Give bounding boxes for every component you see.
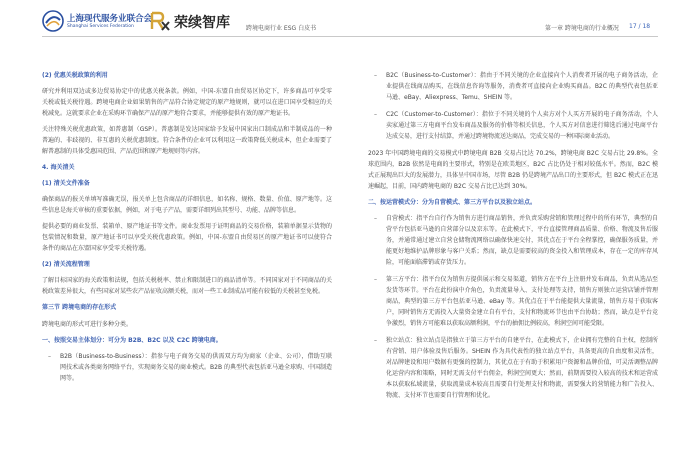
chapter-title: 第一章 跨境电商的行业概况 <box>545 25 619 32</box>
list-item-text: 自营模式：指平台自行作为销售方进行商品销售，并负责采购营销和管理过程中的所有环节，典型的自营平台包括亚马逊的自营部分以及京东等。在此模式下，平台直接管理商品质量、价格、物流及售后服务，并通常通过建立自营仓储物流网络以确保快速交付，其优点在于平台全程掌控，确保服务质量，并能更好地维护品牌形象与客户关系；然而，缺点是需要较高的资金投入和管理成本，存在一定的库存风险，可能面临滞销或存货压力。 <box>386 215 658 266</box>
classification-heading-2: 二、按运营模式分：分为自营模式、第三方平台以及独立站点。 <box>368 199 537 206</box>
bullet-marker: – <box>374 276 377 283</box>
left-column <box>42 70 332 390</box>
right-column <box>368 70 658 407</box>
ssf-name: 上海现代服务业联合会 <box>67 14 153 24</box>
bullet-marker: – <box>374 337 377 344</box>
section-heading: 第三节 跨境电商的存在形式 <box>42 304 117 311</box>
document-title: 跨境电商行业 ESG 白皮书 <box>246 25 317 32</box>
paragraph: 关注特殊关税优惠政策，如普惠制（GSP）。普惠制是发达国家给予发展中国家出口制成品和半制成品的一种普遍的、非歧视的、非互惠的关税优惠制度。符合条件的企业可以利用这一政策降低关税成本，但企业需要了解普惠制的具体受惠国范围、产品范围和原产地规则等内容。 <box>42 126 332 155</box>
page-header <box>0 0 700 40</box>
heading-customs-clearance: 4. 海关清关 <box>42 164 75 171</box>
list-item-text: B2B（Business-to-Business）：指参与电子商务交易的供需双方均为商家（企业、公司），借助互联网技术或各类商务网络平台，实现商务交易的商业模式。B2B 的典型代表包括亚马逊全球购、中国制造网等。 <box>60 353 332 382</box>
bullet-marker: – <box>374 72 377 79</box>
paragraph: 研究并利用双边或多边贸易协定中的优惠关税条款。例如，中国-东盟自由贸易区协定下，许多商品可享受零关税或低关税待遇。跨境电商企业如果销售的产品符合协定规定的原产地规则，就可以在进口国享受相应的关税减免。这就要求企业在采购环节确保产品的原产地符合要求，并能够提供有效的原产地证书。 <box>42 88 332 117</box>
page-number: 17 / 18 <box>629 23 651 30</box>
header-divider <box>42 36 658 37</box>
paragraph: 跨境电商的形式可进行多种分类。 <box>42 321 133 328</box>
list-item-independent-site <box>368 335 658 401</box>
list-item-self-operated <box>368 213 658 268</box>
ssf-name-en: Shanghai Services Federation <box>67 24 134 29</box>
bullet-marker: – <box>48 353 51 360</box>
subheading-clearance-documents: (1) 清关文件准备 <box>42 180 90 187</box>
ssf-logo-icon <box>42 10 64 32</box>
rongxu-name: 荣续智库 <box>174 15 230 31</box>
ssf-logo <box>42 10 164 36</box>
paragraph: 2023 年中国跨境电商的交易模式中跨境电商 B2B 交易占比达 70.2%，跨境电商 B2C 交易占比 29.8%。全球范围内，B2B 依然是电商的主要形式，特别是在欧美地区，B2C 占比仍处于相对较低水平。然而，B2C 模式正展现出巨大的发展潜力，具体呈中国市场，尽管 B2B 仍是跨境产品出口的主要形式，但 B2C 模式正在迅速崛起，目前，国内跨境电商的 B2C 交易占比已达到 30%。 <box>368 150 658 190</box>
list-item-text: C2C（Customer-to-Customer）：指位于不同关境的个人卖方对个人买方开展的电子商务活动，个人卖家通过第三方电商平台发布商品及服务的价格等相关信息，个人买方对信息进行筛选后通过电商平台达成交易，进行支付结算，并通过跨境物流送达商品，完成交易的一种国际商业活动。 <box>386 111 658 140</box>
subheading-clearance-process: (2) 清关流程管理 <box>42 261 90 268</box>
paragraph: 了解目标国家的海关政策和法规，包括关税税率、禁止和限制进口的商品清单等。不同国家对于不同商品的关税政策差异很大，有些国家对某些农产品征收高额关税，而对一些工业制成品可能有较低的关税甚至免税。 <box>42 277 332 295</box>
list-item-text: B2C（Business-to-Customer）：指由于不同关境的企业直接向个人消费者开展的电子商务活动，企业提供在线商品购买，在线信息咨询等服务，消费者可直接向企业购买商品。B2C 的典型代表包括亚马逊、eBay、Aliexpress、Temu、SHEIN 等。 <box>386 72 658 101</box>
list-item-text: 第三方平台：指平台仅为销售方提供展示和交易渠道，销售方在平台上注册并发布商品，负责从选品至发货等环节。平台在此扮演中介角色，负责流量导入、支付处理等支持，销售方则独立运营店铺并管理商品，典型的第三方平台包括亚马逊、eBay 等。其优点在于平台能提供大量流量，销售方易于获取客户，同时销售方无需投入大量资金建立自有平台，支付和物流环节也由平台协助；然而，缺点是平台竞争激烈，销售方可能难以获取高额利润，平台的抽佣比例较高，利润空间可能受限。 <box>386 276 658 327</box>
rx-logo-icon <box>150 11 170 31</box>
heading-preferential-tariff: (2) 优惠关税政策的利用 <box>42 72 108 79</box>
paragraph: 提供必要的商业发票、装箱单、原产地证书等文件。商业发票用于证明商品的交易价格，装箱单据显示货物的包装情况和数量，原产地证书可以享受关税优惠政策。例如，中国-东盟自由贸易区的原产地证书可以使符合条件的商品在东盟国家享受零关税待遇。 <box>42 223 332 252</box>
list-item-c2c <box>368 109 658 142</box>
rongxu-logo <box>150 10 250 32</box>
classification-heading-1: 一、按照交易主体划分：可分为 B2B、B2C 以及 C2C 跨境电商。 <box>42 337 222 344</box>
list-item-third-party <box>368 274 658 329</box>
list-item-b2b <box>42 351 332 384</box>
bullet-marker: – <box>374 215 377 222</box>
paragraph: 确保商品的报关单填写准确无误，报关单上包含商品的详细信息，如名称、规格、数量、价值、原产地等。这些信息是海关审核的重要依据，例如，对于电子产品，需要详细列出其型号、功能、品牌等信息。 <box>42 196 332 214</box>
list-item-text: 独立站点：独立站点是指独立于第三方平台的自建平台，在此模式下，企业拥有完整的自主权，控制所有营销、用户体验及售后服务。SHEIN 作为具代表性的独立站点平台，具备更高的自由度和灵活性，对品牌建设和用户数据有更强的控制力，其优点在于有助于积累用户资源和品牌价值，可灵活调整品牌化运营内容和策略，同时无需支付平台佣金，利润空间更大；然而，前期需要投入较高的技术和运营成本以获取私域流量，获取流量成本较高且需要自行处理支付和物流，需要强大的营销能力和广告投入、物流、支付环节也需要自行管理和优化。 <box>386 337 658 399</box>
bullet-marker: – <box>374 111 377 118</box>
list-item-b2c <box>368 70 658 103</box>
